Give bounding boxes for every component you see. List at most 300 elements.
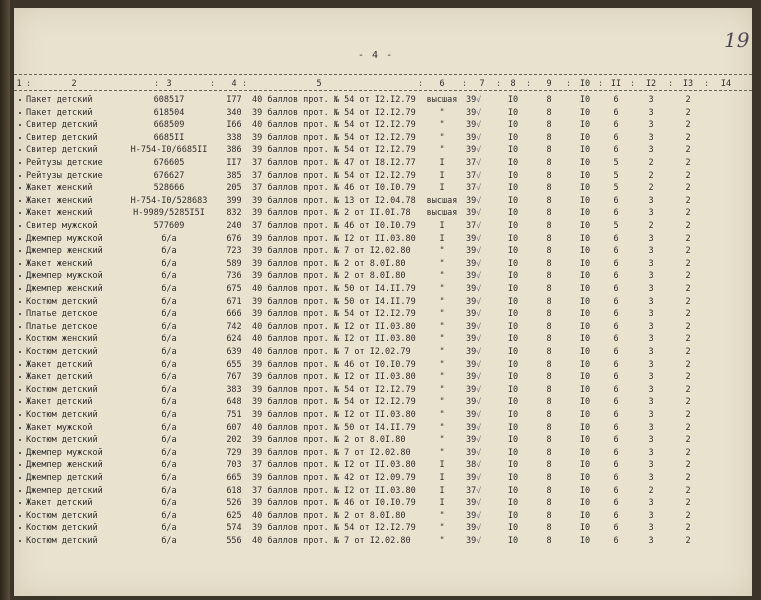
col13-value: 2 [685,410,691,420]
col10-value: I0 [579,233,591,244]
article-code: б/а [161,435,177,446]
col11-value: 6 [613,523,619,534]
col9-value: 8 [546,233,552,244]
row-bullet [19,351,21,353]
item-name: Жакет детский [26,372,93,383]
col9-value: 8 [546,195,552,206]
col9-value: 8 [546,435,552,446]
item-name: Костюм детский [26,523,98,534]
col9-value: 8 [546,145,552,156]
test-result: 40 баллов прот. № 7 от I2.02.80 [252,536,411,546]
col10-value: I0 [579,435,591,446]
row-bullet [19,187,21,189]
col9-value: 8 [546,359,552,370]
column-separator: : [598,79,604,89]
article-code: б/а [161,347,177,357]
quality-grade: I [439,170,445,181]
col12-value: 3 [648,397,654,408]
check-mark-icon: √ [476,145,482,155]
article-code: Н-754-I0/528683 [130,195,208,206]
item-number: 671 [226,296,242,307]
header-col11: II [610,79,622,89]
col7-value: 39√ [466,120,482,131]
col12-value: 3 [648,359,654,370]
col7-value: 37√ [466,183,482,194]
item-name: Рейтузы детские [26,158,103,168]
check-mark-icon: √ [476,195,482,205]
quality-grade: " [439,271,445,282]
col13-value: 2 [685,498,691,509]
col12-value: 3 [648,422,654,433]
article-code: 577609 [153,221,185,231]
check-mark-icon: √ [476,158,482,167]
col9-value: 8 [546,208,552,219]
table-row [14,535,752,547]
item-name: Джемпер мужской [26,447,103,458]
item-number: 703 [226,460,242,471]
col11-value: 6 [613,233,619,244]
col11-value: 6 [613,258,619,269]
test-result: 37 баллов прот. № I2 от II.03.80 [252,460,416,471]
col12-value: 2 [648,170,654,181]
table-row [14,207,752,219]
column-separator: : [418,79,424,89]
header-col4: 4 [231,79,237,89]
article-code: б/а [161,334,177,345]
col11-value: 5 [613,221,619,231]
row-bullet [19,414,21,416]
col12-value: 3 [648,334,654,345]
col13-value: 2 [685,435,691,446]
test-result: 39 баллов прот. № 42 от I2.09.79 [252,473,416,483]
item-name: Жакет детский [26,397,93,408]
col12-value: 3 [648,523,654,534]
item-name: Платье детское [26,309,98,320]
col11-value: 6 [613,321,619,332]
item-number: 675 [226,284,242,294]
check-mark-icon: √ [476,372,482,382]
item-name: Платье детское [26,321,98,332]
quality-grade: " [439,107,445,118]
col10-value: I0 [579,107,591,118]
col12-value: 3 [648,246,654,257]
row-bullet [19,225,21,227]
check-mark-icon: √ [476,460,482,470]
col10-value: I0 [579,271,591,282]
col8-value: I0 [507,347,519,357]
header-top-rule [14,74,752,75]
col9-value: 8 [546,460,552,471]
col7-value: 39√ [466,536,482,546]
col8-value: I0 [507,145,519,156]
row-bullet [19,200,21,202]
col7-value: 39√ [466,309,482,320]
quality-grade: " [439,132,445,143]
quality-grade: " [439,384,445,395]
col7-value: 39√ [466,258,482,269]
col13-value: 2 [685,347,691,357]
article-code: б/а [161,271,177,282]
column-separator: : [462,79,468,89]
col13-value: 2 [685,536,691,546]
test-result: 37 баллов прот. № 46 от I0.I0.79 [252,221,416,231]
table-row [14,270,752,282]
col8-value: I0 [507,183,519,194]
col10-value: I0 [579,258,591,269]
table-row [14,258,752,270]
item-name: Жакет женский [26,258,93,269]
quality-grade: " [439,359,445,370]
check-mark-icon: √ [476,510,482,520]
row-bullet [19,301,21,303]
col10-value: I0 [579,384,591,395]
article-code: б/а [161,523,177,534]
test-result: 39 баллов прот. № 54 от I2.I2.79 [252,384,416,395]
col10-value: I0 [579,195,591,206]
col11-value: 6 [613,195,619,206]
item-number: 723 [226,246,242,257]
header-bottom-rule [14,90,752,91]
quality-grade: " [439,145,445,156]
col8-value: I0 [507,510,519,521]
col11-value: 6 [613,435,619,446]
col9-value: 8 [546,321,552,332]
col9-value: 8 [546,384,552,395]
col11-value: 6 [613,410,619,420]
col10-value: I0 [579,321,591,332]
item-name: Джемпер женский [26,284,103,294]
col8-value: I0 [507,334,519,345]
col11-value: 6 [613,422,619,433]
item-number: 589 [226,258,242,269]
test-result: 39 баллов прот. № I2 от II.03.80 [252,410,416,420]
col8-value: I0 [507,233,519,244]
quality-grade: I [439,233,445,244]
table-row [14,220,752,232]
col10-value: I0 [579,485,591,496]
col13-value: 2 [685,271,691,282]
quality-grade: " [439,523,445,534]
col9-value: 8 [546,447,552,458]
item-name: Джемпер детский [26,473,103,483]
item-number: II7 [226,158,242,168]
table-row [14,447,752,459]
header-col6: 6 [439,79,445,89]
col11-value: 5 [613,183,619,194]
table-row [14,333,752,345]
header-col10: I0 [579,79,591,89]
check-mark-icon: √ [476,258,482,268]
quality-grade: " [439,347,445,357]
check-mark-icon: √ [476,435,482,445]
table-row [14,422,752,434]
row-bullet [19,502,21,504]
item-name: Жакет женский [26,208,93,219]
col13-value: 2 [685,422,691,433]
check-mark-icon: √ [476,170,482,180]
col8-value: I0 [507,422,519,433]
row-bullet [19,124,21,126]
col11-value: 5 [613,158,619,168]
item-name: Костюм детский [26,410,98,420]
check-mark-icon: √ [476,183,482,193]
row-bullet [19,439,21,441]
test-result: 39 баллов прот. № 2 от 8.0I.80 [252,271,406,282]
row-bullet [19,288,21,290]
item-number: 205 [226,183,242,194]
col8-value: I0 [507,284,519,294]
check-mark-icon: √ [476,309,482,319]
quality-grade: высшая [426,195,458,206]
col9-value: 8 [546,296,552,307]
check-mark-icon: √ [476,447,482,457]
col12-value: 3 [648,120,654,131]
check-mark-icon: √ [476,321,482,331]
table-row [14,459,752,471]
item-number: 556 [226,536,242,546]
item-number: 751 [226,410,242,420]
article-code: б/а [161,233,177,244]
item-number: I77 [226,95,242,105]
col11-value: 6 [613,95,619,105]
col10-value: I0 [579,510,591,521]
col13-value: 2 [685,372,691,383]
test-result: 40 баллов прот. № I2 от II.03.80 [252,334,416,345]
column-separator: : [704,79,710,89]
test-result: 39 баллов прот. № 46 от I0.I0.79 [252,498,416,509]
col13-value: 2 [685,473,691,483]
col12-value: 3 [648,95,654,105]
quality-grade: " [439,397,445,408]
article-code: Н-9989/5285I5I [133,208,205,219]
col7-value: 39√ [466,397,482,408]
col8-value: I0 [507,271,519,282]
item-name: Костюм детский [26,296,98,307]
check-mark-icon: √ [476,536,482,545]
col11-value: 6 [613,485,619,496]
test-result: 39 баллов прот. № 13 от I2.04.78 [252,195,416,206]
item-number: 832 [226,208,242,219]
article-code: 608517 [153,95,185,105]
table-row [14,359,752,371]
row-bullet [19,313,21,315]
quality-grade: " [439,536,445,546]
item-name: Свитер мужской [26,221,98,231]
col9-value: 8 [546,258,552,269]
item-number: 676 [226,233,242,244]
row-bullet [19,275,21,277]
test-result: 37 баллов прот. № I2 от II.03.80 [252,485,416,496]
col12-value: 3 [648,384,654,395]
row-bullet [19,477,21,479]
col10-value: I0 [579,296,591,307]
col7-value: 39√ [466,422,482,433]
table-row [14,170,752,182]
article-code: б/а [161,321,177,332]
test-result: 37 баллов прот. № 54 от I2.I2.79 [252,170,416,181]
col13-value: 2 [685,132,691,143]
column-separator: : [566,79,572,89]
item-number: 639 [226,347,242,357]
col10-value: I0 [579,422,591,433]
item-name: Джемпер женский [26,246,103,257]
quality-grade: " [439,296,445,307]
column-separator: : [496,79,502,89]
test-result: 40 баллов прот. № I2 от II.03.80 [252,321,416,332]
col7-value: 39√ [466,233,482,244]
table-row [14,157,752,169]
col12-value: 3 [648,473,654,483]
col8-value: I0 [507,107,519,118]
col11-value: 6 [613,271,619,282]
item-name: Джемпер женский [26,460,103,471]
col10-value: I0 [579,284,591,294]
col13-value: 2 [685,321,691,332]
col12-value: 2 [648,183,654,194]
table-row [14,182,752,194]
article-code: 6685II [153,132,185,143]
article-code: 528666 [153,183,185,194]
quality-grade: " [439,447,445,458]
article-code: б/а [161,485,177,496]
col13-value: 2 [685,384,691,395]
article-code: 618504 [153,107,185,118]
col13-value: 2 [685,284,691,294]
header-col13: I3 [682,79,694,89]
col9-value: 8 [546,246,552,257]
table-row [14,195,752,207]
col10-value: I0 [579,145,591,156]
col7-value: 39√ [466,498,482,509]
col13-value: 2 [685,95,691,105]
row-bullet [19,238,21,240]
col9-value: 8 [546,132,552,143]
test-result: 39 баллов прот. № 7 от I2.02.80 [252,447,411,458]
row-bullet [19,149,21,151]
header-col2: 2 [71,79,77,89]
article-code: б/а [161,498,177,509]
col10-value: I0 [579,523,591,534]
quality-grade: " [439,246,445,257]
col10-value: I0 [579,221,591,231]
item-number: 767 [226,372,242,383]
col12-value: 3 [648,195,654,206]
col10-value: I0 [579,309,591,320]
test-result: 39 баллов прот. № 2 от 8.0I.80 [252,435,406,446]
column-separator: : [210,79,216,89]
row-bullet [19,527,21,529]
table-row [14,296,752,308]
col8-value: I0 [507,246,519,257]
check-mark-icon: √ [476,120,482,130]
item-name: Рейтузы детские [26,170,103,181]
col7-value: 38√ [466,460,482,471]
col13-value: 2 [685,447,691,458]
col13-value: 2 [685,258,691,269]
col13-value: 2 [685,359,691,370]
test-result: 39 баллов прот. № 54 от I2.I2.79 [252,309,416,320]
col11-value: 6 [613,120,619,131]
col12-value: 2 [648,221,654,231]
col7-value: 37√ [466,158,482,168]
col12-value: 3 [648,258,654,269]
col12-value: 3 [648,372,654,383]
test-result: 39 баллов прот. № 2 от II.0I.78 [252,208,411,219]
item-number: 742 [226,321,242,332]
col7-value: 39√ [466,384,482,395]
table-row [14,245,752,257]
column-separator: : [668,79,674,89]
col9-value: 8 [546,158,552,168]
col8-value: I0 [507,258,519,269]
item-name: Костюм детский [26,347,98,357]
col9-value: 8 [546,170,552,181]
item-name: Костюм детский [26,536,98,546]
item-name: Костюм детский [26,510,98,521]
table-row [14,233,752,245]
col9-value: 8 [546,510,552,521]
col9-value: 8 [546,523,552,534]
article-code: 676605 [153,158,185,168]
col12-value: 3 [648,447,654,458]
quality-grade: " [439,258,445,269]
col13-value: 2 [685,221,691,231]
article-code: Н-754-I0/6685II [130,145,208,156]
col11-value: 6 [613,536,619,546]
table-row [14,434,752,446]
test-result: 39 баллов прот. № 46 от I0.I0.79 [252,359,416,370]
col12-value: 3 [648,296,654,307]
row-bullet [19,376,21,378]
col12-value: 3 [648,107,654,118]
check-mark-icon: √ [476,334,482,344]
test-result: 40 баллов прот. № 50 от I4.II.79 [252,422,416,433]
quality-grade: I [439,485,445,496]
col13-value: 2 [685,145,691,156]
col11-value: 6 [613,334,619,345]
check-mark-icon: √ [476,384,482,394]
check-mark-icon: √ [476,485,482,495]
col8-value: I0 [507,447,519,458]
article-code: б/а [161,397,177,408]
col7-value: 39√ [466,284,482,294]
col9-value: 8 [546,284,552,294]
item-name: Свитер детский [26,132,98,143]
check-mark-icon: √ [476,410,482,419]
col12-value: 2 [648,485,654,496]
row-bullet [19,338,21,340]
article-code: 668509 [153,120,185,131]
row-bullet [19,515,21,517]
col9-value: 8 [546,347,552,357]
column-separator: : [630,79,636,89]
item-number: 338 [226,132,242,143]
item-name: Жакет детский [26,498,93,509]
header-col1: 1 [16,79,22,89]
col7-value: 39√ [466,523,482,534]
header-col3: 3 [166,79,172,89]
col10-value: I0 [579,498,591,509]
col10-value: I0 [579,246,591,257]
item-name: Жакет женский [26,183,93,194]
quality-grade: " [439,410,445,420]
check-mark-icon: √ [476,498,482,508]
col13-value: 2 [685,523,691,534]
document-sheet [14,8,752,596]
column-separator: : [26,79,32,89]
table-row [14,396,752,408]
col11-value: 6 [613,309,619,320]
